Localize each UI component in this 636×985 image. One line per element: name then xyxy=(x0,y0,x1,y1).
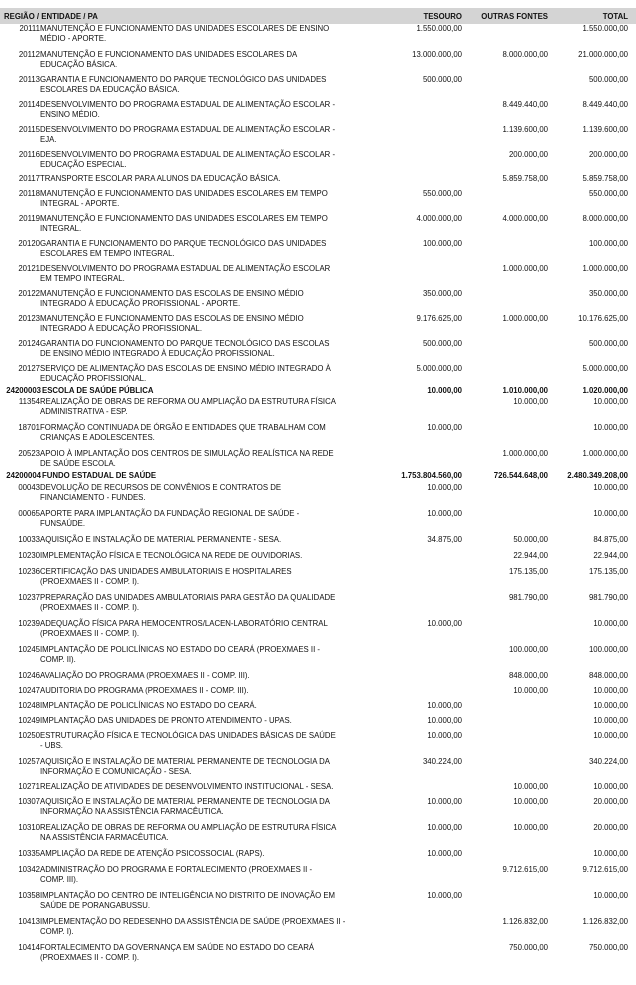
description-line: SAÚDE DE PORANGABUSSU. xyxy=(40,901,151,910)
description-line: IMPLANTAÇÃO DAS UNIDADES DE PRONTO ATENDIMENTO - UPAS. xyxy=(40,716,292,725)
outras-fontes-value: 1.139.600,00 xyxy=(502,125,548,134)
outras-fontes-value: 10.000,00 xyxy=(513,397,548,406)
description-line: (PROEXMAES II - COMP. I). xyxy=(40,603,140,612)
row-description xyxy=(40,24,345,44)
table-row xyxy=(0,483,636,503)
total-value: 1.126.832,00 xyxy=(582,917,628,926)
row-code: 10342 xyxy=(18,865,40,874)
total-value: 1.139.600,00 xyxy=(582,125,628,134)
outras-fontes-value: 848.000,00 xyxy=(508,671,548,680)
row-description xyxy=(40,125,345,145)
total-value: 5.859.758,00 xyxy=(582,174,628,183)
table-row xyxy=(0,797,636,817)
row-code: 10239 xyxy=(18,619,40,628)
description-line: CERTIFICAÇÃO DAS UNIDADES AMBULATORIAIS E HOSPITALARES xyxy=(40,567,292,576)
row-description xyxy=(40,214,345,234)
description-line: (PROEXMAES II - COMP. I). xyxy=(40,953,140,962)
row-code: 20113 xyxy=(18,75,40,84)
row-code: 18701 xyxy=(18,423,40,432)
row-description xyxy=(40,823,345,843)
description-line: COMP. II). xyxy=(40,655,76,664)
description-line: TRANSPORTE ESCOLAR PARA ALUNOS DA EDUCAÇÃO BÁSICA. xyxy=(40,174,281,183)
description-line: EDUCAÇÃO PROFISSIONAL. xyxy=(40,374,147,383)
description-line: ESCOLA DE SAÚDE PÚBLICA xyxy=(42,386,154,395)
outras-fontes-value: 175.135,00 xyxy=(508,567,548,576)
total-value: 8.000.000,00 xyxy=(582,214,628,223)
description-line: ENSINO MÉDIO. xyxy=(40,110,100,119)
row-description xyxy=(40,757,345,777)
description-line: INTEGRADO À EDUCAÇÃO PROFISSIONAL. xyxy=(40,324,203,333)
table-row xyxy=(0,535,636,545)
description-line: ESCOLARES DA EDUCAÇÃO BÁSICA. xyxy=(40,85,180,94)
row-description xyxy=(40,264,345,284)
description-line: FORMAÇÃO CONTINUADA DE ÓRGÃO E ENTIDADES QUE TRABALHAM COM xyxy=(40,423,326,432)
row-code: 20124 xyxy=(18,339,40,348)
table-row xyxy=(0,619,636,639)
description-line: DE SAÚDE ESCOLA. xyxy=(40,459,116,468)
row-code: 20111 xyxy=(19,24,40,33)
outras-fontes-value: 100.000,00 xyxy=(508,645,548,654)
description-line: APORTE PARA IMPLANTAÇÃO DA FUNDAÇÃO REGIONAL DE SAÚDE - xyxy=(40,509,300,518)
row-description xyxy=(40,239,345,259)
table-row xyxy=(0,423,636,443)
description-line: EM TEMPO INTEGRAL. xyxy=(40,274,125,283)
row-code: 20127 xyxy=(18,364,40,373)
table-row xyxy=(0,782,636,792)
row-code: 10271 xyxy=(18,782,40,791)
row-code: 10033 xyxy=(18,535,40,544)
outras-fontes-value: 10.000,00 xyxy=(513,797,548,806)
row-description xyxy=(40,189,345,209)
total-value: 1.000.000,00 xyxy=(582,449,628,458)
row-code: 10310 xyxy=(18,823,40,832)
tesouro-value: 100.000,00 xyxy=(422,239,462,248)
tesouro-value: 10.000,00 xyxy=(427,509,462,518)
tesouro-value: 1.753.804.560,00 xyxy=(401,471,462,480)
row-code: 20123 xyxy=(18,314,40,323)
total-value: 848.000,00 xyxy=(588,671,628,680)
table-row xyxy=(0,125,636,145)
row-code: 10246 xyxy=(18,671,40,680)
table-row xyxy=(0,757,636,777)
total-value: 500.000,00 xyxy=(588,75,628,84)
row-description xyxy=(40,891,345,911)
row-description xyxy=(40,686,345,696)
tesouro-value: 10.000,00 xyxy=(427,797,462,806)
row-description xyxy=(40,174,345,184)
table-row xyxy=(0,100,636,120)
total-value: 1.550.000,00 xyxy=(582,24,628,33)
budget-table-body xyxy=(0,24,636,963)
row-code: 20114 xyxy=(18,100,40,109)
outras-fontes-value: 10.000,00 xyxy=(513,782,548,791)
total-value: 10.000,00 xyxy=(593,483,628,492)
table-row xyxy=(0,174,636,184)
row-description xyxy=(40,483,345,503)
table-row xyxy=(0,686,636,696)
tesouro-value: 500.000,00 xyxy=(422,75,462,84)
tesouro-value: 10.000,00 xyxy=(427,849,462,858)
table-row xyxy=(0,75,636,95)
table-row xyxy=(0,943,636,963)
description-line: (PROEXMAES II - COMP. I). xyxy=(40,577,140,586)
description-line: COMP. I). xyxy=(40,927,74,936)
total-value: 750.000,00 xyxy=(588,943,628,952)
row-description xyxy=(40,364,345,384)
outras-fontes-value: 8.000.000,00 xyxy=(502,50,548,59)
total-value: 20.000,00 xyxy=(593,797,628,806)
description-line: IMPLANTAÇÃO DO CENTRO DE INTELIGÊNCIA NO DISTRITO DE INOVAÇÃO EM xyxy=(40,891,336,900)
row-code: 10257 xyxy=(18,757,40,766)
total-value: 350.000,00 xyxy=(588,289,628,298)
total-value: 200.000,00 xyxy=(588,150,628,159)
row-code: 10307 xyxy=(18,797,40,806)
row-description xyxy=(40,551,345,561)
description-line: MANUTENÇÃO E FUNCIONAMENTO DAS ESCOLAS DE ENSINO MÉDIO xyxy=(40,314,304,323)
table-row xyxy=(0,823,636,843)
tesouro-value: 10.000,00 xyxy=(427,823,462,832)
row-code: 11354 xyxy=(18,397,40,406)
row-code: 20122 xyxy=(18,289,40,298)
row-description xyxy=(40,449,345,469)
outras-fontes-value: 1.000.000,00 xyxy=(502,314,548,323)
row-code: 20523 xyxy=(18,449,40,458)
description-line: FINANCIAMENTO - FUNDES. xyxy=(40,493,146,502)
row-code: 20112 xyxy=(18,50,40,59)
total-value: 550.000,00 xyxy=(588,189,628,198)
description-line: IMPLANTAÇÃO DE POLICLÍNICAS NO ESTADO DO CEARÁ (PROEXMAES II - xyxy=(40,645,321,654)
row-code: 20121 xyxy=(18,264,40,273)
tesouro-value: 13.000.000,00 xyxy=(412,50,462,59)
tesouro-value: 10.000,00 xyxy=(427,619,462,628)
row-description xyxy=(40,150,345,170)
row-code: 10230 xyxy=(18,551,40,560)
tesouro-value: 10.000,00 xyxy=(427,483,462,492)
row-description xyxy=(40,645,345,665)
table-row xyxy=(0,891,636,911)
total-value: 10.000,00 xyxy=(593,423,628,432)
row-description xyxy=(40,943,345,963)
description-line: MANUTENÇÃO E FUNCIONAMENTO DAS ESCOLAS DE ENSINO MÉDIO xyxy=(40,289,304,298)
description-line: ADEQUAÇÃO FÍSICA PARA HEMOCENTROS/LACEN-LABORATÓRIO CENTRAL xyxy=(40,619,328,628)
table-row xyxy=(0,289,636,309)
total-value: 10.000,00 xyxy=(593,509,628,518)
description-line: (PROEXMAES II - COMP. I). xyxy=(40,629,140,638)
row-description xyxy=(40,865,345,885)
row-description xyxy=(40,535,345,545)
description-line: DEVOLUÇÃO DE RECURSOS DE CONVÊNIOS E CONTRATOS DE xyxy=(40,483,282,492)
description-line: EDUCAÇÃO BÁSICA. xyxy=(40,60,118,69)
row-code: 10236 xyxy=(18,567,40,576)
total-value: 20.000,00 xyxy=(593,823,628,832)
row-description xyxy=(40,289,345,309)
table-row xyxy=(0,716,636,726)
tesouro-value: 550.000,00 xyxy=(422,189,462,198)
description-line: INTEGRAL. xyxy=(40,224,82,233)
tesouro-value: 10.000,00 xyxy=(427,891,462,900)
description-line: AQUISIÇÃO E INSTALAÇÃO DE MATERIAL PERMANENTE DE TECNOLOGIA DA xyxy=(40,757,330,766)
outras-fontes-value: 50.000,00 xyxy=(513,535,548,544)
table-row xyxy=(0,339,636,359)
row-description xyxy=(40,509,345,529)
description-line: DESENVOLVIMENTO DO PROGRAMA ESTADUAL DE ALIMENTAÇÃO ESCOLAR - xyxy=(40,100,336,109)
tesouro-value: 4.000.000,00 xyxy=(416,214,462,223)
table-row xyxy=(0,397,636,417)
total-value: 8.449.440,00 xyxy=(582,100,628,109)
row-description xyxy=(40,397,345,417)
description-line: ADMINISTRAÇÃO DO PROGRAMA E FORTALECIMENTO (PROEXMAES II - xyxy=(40,865,313,874)
tesouro-value: 1.550.000,00 xyxy=(416,24,462,33)
row-description xyxy=(40,671,345,681)
description-line: CRIANÇAS E ADOLESCENTES. xyxy=(40,433,155,442)
description-line: INFORMAÇÃO NA ASSISTÊNCIA FARMACÊUTICA. xyxy=(40,807,224,816)
tesouro-value: 350.000,00 xyxy=(422,289,462,298)
description-line: IMPLEMENTAÇÃO FÍSICA E TECNOLÓGICA NA REDE DE OUVIDORIAS. xyxy=(40,551,303,560)
row-description xyxy=(40,339,345,359)
row-code: 10335 xyxy=(18,849,40,858)
tesouro-value: 10.000,00 xyxy=(427,423,462,432)
description-line: GARANTIA DO FUNCIONAMENTO DO PARQUE TECNOLÓGICO DAS ESCOLAS xyxy=(40,339,330,348)
total-value: 10.000,00 xyxy=(593,849,628,858)
description-line: AVALIAÇÃO DO PROGRAMA (PROEXMAES II - COMP. III). xyxy=(40,671,250,680)
total-value: 10.000,00 xyxy=(593,701,628,710)
outras-fontes-value: 5.859.758,00 xyxy=(502,174,548,183)
description-line: REALIZAÇÃO DE ATIVIDADES DE DESENVOLVIMENTO INSTITUCIONAL - SESA. xyxy=(40,782,334,791)
table-row xyxy=(0,645,636,665)
table-row xyxy=(0,24,636,44)
total-value: 21.000.000,00 xyxy=(578,50,628,59)
description-line: SERVIÇO DE ALIMENTAÇÃO DAS ESCOLAS DE ENSINO MÉDIO INTEGRADO À xyxy=(40,364,331,373)
row-code: 10358 xyxy=(18,891,40,900)
table-row xyxy=(0,671,636,681)
row-code: 10414 xyxy=(18,943,40,952)
tesouro-value: 500.000,00 xyxy=(422,339,462,348)
description-line: EDUCAÇÃO ESPECIAL. xyxy=(40,160,127,169)
description-line: MANUTENÇÃO E FUNCIONAMENTO DAS UNIDADES ESCOLARES DE ENSINO xyxy=(40,24,330,33)
total-value: 22.944,00 xyxy=(593,551,628,560)
description-line: ADMINISTRATIVA - ESP. xyxy=(40,407,128,416)
description-line: REALIZAÇÃO DE OBRAS DE REFORMA OU AMPLIAÇÃO DA ESTRUTURA FÍSICA xyxy=(40,397,336,406)
outras-fontes-value: 4.000.000,00 xyxy=(502,214,548,223)
tesouro-value: 5.000.000,00 xyxy=(416,364,462,373)
description-line: FUNDO ESTADUAL DE SAÚDE xyxy=(42,471,157,480)
row-description xyxy=(40,782,345,792)
table-row xyxy=(0,593,636,613)
row-description xyxy=(40,50,345,70)
row-description xyxy=(40,716,345,726)
description-line: - UBS. xyxy=(40,741,63,750)
table-row xyxy=(0,449,636,469)
table-row xyxy=(0,849,636,859)
row-code: 20118 xyxy=(18,189,40,198)
row-description xyxy=(42,386,347,396)
description-line: FORTALECIMENTO DA GOVERNANÇA EM SAÚDE NO ESTADO DO CEARÁ xyxy=(40,943,315,952)
table-row xyxy=(0,264,636,284)
table-row xyxy=(0,567,636,587)
header-outras-fontes: OUTRAS FONTES xyxy=(481,12,548,21)
row-code: 10245 xyxy=(18,645,40,654)
table-row xyxy=(0,917,636,937)
table-row xyxy=(0,701,636,711)
row-code: 20117 xyxy=(18,174,40,183)
description-line: IMPLEMENTAÇÃO DO REDESENHO DA ASSISTÊNCIA DE SAÚDE (PROEXMAES II - xyxy=(40,917,346,926)
total-value: 981.790,00 xyxy=(588,593,628,602)
total-value: 1.000.000,00 xyxy=(582,264,628,273)
description-line: MANUTENÇÃO E FUNCIONAMENTO DAS UNIDADES ESCOLARES DA xyxy=(40,50,298,59)
row-code: 20120 xyxy=(18,239,40,248)
description-line: AMPLIAÇÃO DA REDE DE ATENÇÃO PSICOSSOCIAL (RAPS). xyxy=(40,849,265,858)
table-row xyxy=(0,551,636,561)
tesouro-value: 10.000,00 xyxy=(427,701,462,710)
description-line: REALIZAÇÃO DE OBRAS DE REFORMA OU AMPLIAÇÃO DE ESTRUTURA FÍSICA xyxy=(40,823,337,832)
total-value: 10.000,00 xyxy=(593,397,628,406)
description-line: DE ENSINO MÉDIO INTEGRADO À EDUCAÇÃO PROFISSIONAL. xyxy=(40,349,275,358)
table-row xyxy=(0,364,636,384)
description-line: GARANTIA E FUNCIONAMENTO DO PARQUE TECNOLÓGICO DAS UNIDADES xyxy=(40,75,327,84)
total-value: 10.000,00 xyxy=(593,686,628,695)
row-code: 20115 xyxy=(18,125,40,134)
description-line: COMP. III). xyxy=(40,875,78,884)
total-value: 175.135,00 xyxy=(588,567,628,576)
row-description xyxy=(40,593,345,613)
description-line: AUDITORIA DO PROGRAMA (PROEXMAES II - COMP. III). xyxy=(40,686,249,695)
header-total: TOTAL xyxy=(602,12,628,21)
table-header xyxy=(0,8,636,24)
tesouro-value: 10.000,00 xyxy=(427,716,462,725)
row-description xyxy=(40,849,345,859)
table-row xyxy=(0,509,636,529)
total-value: 10.000,00 xyxy=(593,782,628,791)
description-line: NA ASSISTÊNCIA FARMACÊUTICA. xyxy=(40,833,169,842)
table-row xyxy=(0,865,636,885)
row-code: 10247 xyxy=(18,686,40,695)
row-code: 20116 xyxy=(18,150,40,159)
table-row xyxy=(0,189,636,209)
row-description xyxy=(40,701,345,711)
total-value: 10.000,00 xyxy=(593,619,628,628)
description-line: EJA. xyxy=(40,135,57,144)
outras-fontes-value: 726.544.648,00 xyxy=(493,471,548,480)
tesouro-value: 10.000,00 xyxy=(427,731,462,740)
tesouro-value: 10.000,00 xyxy=(427,386,462,395)
outras-fontes-value: 1.126.832,00 xyxy=(502,917,548,926)
description-line: AQUISIÇÃO E INSTALAÇÃO DE MATERIAL PERMANENTE DE TECNOLOGIA DA xyxy=(40,797,330,806)
description-line: DESENVOLVIMENTO DO PROGRAMA ESTADUAL DE ALIMENTAÇÃO ESCOLAR xyxy=(40,264,331,273)
description-line: DESENVOLVIMENTO DO PROGRAMA ESTADUAL DE ALIMENTAÇÃO ESCOLAR - xyxy=(40,150,336,159)
outras-fontes-value: 200.000,00 xyxy=(508,150,548,159)
total-value: 1.020.000,00 xyxy=(582,386,628,395)
table-row xyxy=(0,150,636,170)
row-code: 20119 xyxy=(18,214,40,223)
total-value: 10.000,00 xyxy=(593,891,628,900)
outras-fontes-value: 9.712.615,00 xyxy=(502,865,548,874)
total-value: 340.224,00 xyxy=(588,757,628,766)
table-row xyxy=(0,239,636,259)
description-line: INFORMAÇÃO E COMUNICAÇÃO - SESA. xyxy=(40,767,192,776)
total-value: 10.000,00 xyxy=(593,716,628,725)
row-description xyxy=(40,314,345,334)
row-description xyxy=(40,567,345,587)
row-code: 10413 xyxy=(18,917,40,926)
row-description xyxy=(42,471,347,481)
description-line: APOIO À IMPLANTAÇÃO DOS CENTROS DE SIMULAÇÃO REALÍSTICA NA REDE xyxy=(40,449,334,458)
description-line: GARANTIA E FUNCIONAMENTO DO PARQUE TECNOLÓGICO DAS UNIDADES xyxy=(40,239,327,248)
description-line: ESCOLARES EM TEMPO INTEGRAL. xyxy=(40,249,175,258)
tesouro-value: 340.224,00 xyxy=(422,757,462,766)
table-row xyxy=(0,314,636,334)
row-code: 10250 xyxy=(18,731,40,740)
entity-row xyxy=(0,471,636,481)
row-code: 00043 xyxy=(18,483,40,492)
total-value: 2.480.349.208,00 xyxy=(567,471,628,480)
outras-fontes-value: 10.000,00 xyxy=(513,686,548,695)
row-code: 10249 xyxy=(18,716,40,725)
row-code: 10248 xyxy=(18,701,40,710)
tesouro-value: 34.875,00 xyxy=(427,535,462,544)
description-line: MANUTENÇÃO E FUNCIONAMENTO DAS UNIDADES ESCOLARES EM TEMPO xyxy=(40,189,328,198)
table-row xyxy=(0,214,636,234)
outras-fontes-value: 1.010.000,00 xyxy=(502,386,548,395)
row-description xyxy=(40,917,345,937)
total-value: 500.000,00 xyxy=(588,339,628,348)
header-tesouro: TESOURO xyxy=(423,12,462,21)
header-region-entity-pa: REGIÃO / ENTIDADE / PA xyxy=(4,12,98,21)
total-value: 10.176.625,00 xyxy=(578,314,628,323)
description-line: DESENVOLVIMENTO DO PROGRAMA ESTADUAL DE ALIMENTAÇÃO ESCOLAR - xyxy=(40,125,336,134)
entity-row xyxy=(0,386,636,396)
total-value: 10.000,00 xyxy=(593,731,628,740)
row-code: 24200004 xyxy=(6,471,41,480)
total-value: 100.000,00 xyxy=(588,645,628,654)
row-description xyxy=(40,100,345,120)
row-description xyxy=(40,619,345,639)
row-code: 00065 xyxy=(18,509,40,518)
outras-fontes-value: 981.790,00 xyxy=(508,593,548,602)
total-value: 9.712.615,00 xyxy=(582,865,628,874)
description-line: PREPARAÇÃO DAS UNIDADES AMBULATORIAIS PARA GESTÃO DA QUALIDADE xyxy=(40,593,336,602)
table-row xyxy=(0,731,636,751)
total-value: 5.000.000,00 xyxy=(582,364,628,373)
description-line: IMPLANTAÇÃO DE POLICLÍNICAS NO ESTADO DO CEARÁ. xyxy=(40,701,257,710)
description-line: AQUISIÇÃO E INSTALAÇÃO DE MATERIAL PERMANENTE - SESA. xyxy=(40,535,282,544)
description-line: INTEGRAL - APORTE. xyxy=(40,199,120,208)
total-value: 100.000,00 xyxy=(588,239,628,248)
outras-fontes-value: 1.000.000,00 xyxy=(502,264,548,273)
table-row xyxy=(0,50,636,70)
description-line: INTEGRADO À EDUCAÇÃO PROFISSIONAL - APORTE. xyxy=(40,299,241,308)
row-description xyxy=(40,731,345,751)
description-line: MANUTENÇÃO E FUNCIONAMENTO DAS UNIDADES ESCOLARES EM TEMPO xyxy=(40,214,328,223)
outras-fontes-value: 8.449.440,00 xyxy=(502,100,548,109)
row-description xyxy=(40,797,345,817)
row-code: 10237 xyxy=(18,593,40,602)
outras-fontes-value: 22.944,00 xyxy=(513,551,548,560)
row-description xyxy=(40,423,345,443)
description-line: ESTRUTURAÇÃO FÍSICA E TECNOLÓGICA DAS UNIDADES BÁSICAS DE SAÚDE xyxy=(40,731,336,740)
outras-fontes-value: 1.000.000,00 xyxy=(502,449,548,458)
description-line: FUNSAÚDE. xyxy=(40,519,86,528)
tesouro-value: 9.176.625,00 xyxy=(416,314,462,323)
outras-fontes-value: 750.000,00 xyxy=(508,943,548,952)
row-code: 24200003 xyxy=(6,386,41,395)
outras-fontes-value: 10.000,00 xyxy=(513,823,548,832)
row-description xyxy=(40,75,345,95)
total-value: 84.875,00 xyxy=(593,535,628,544)
description-line: MÉDIO - APORTE. xyxy=(40,34,107,43)
